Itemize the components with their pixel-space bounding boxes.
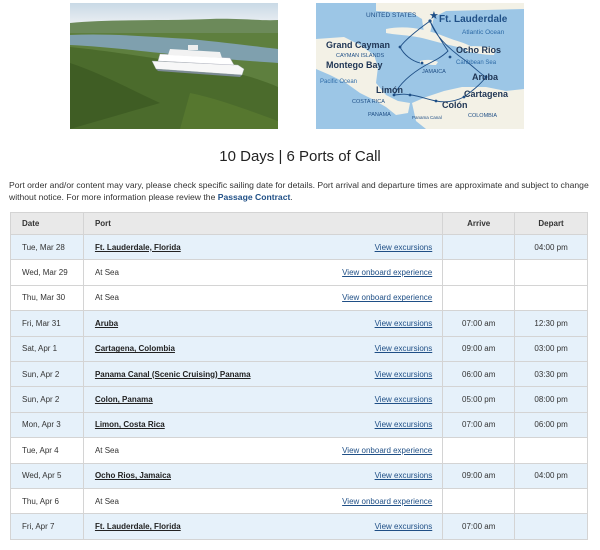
row-depart: 06:00 pm (515, 412, 588, 437)
map-label-grand-cayman: Grand Cayman (326, 40, 391, 50)
port-link[interactable]: Ft. Lauderdale, Florida (94, 242, 181, 252)
map-label-cayman-islands: CAYMAN ISLANDS (336, 53, 385, 59)
row-arrive: 09:00 am (443, 336, 515, 361)
view-onboard-experience-link[interactable]: View onboard experience (342, 293, 433, 303)
row-depart: 03:30 pm (515, 361, 588, 386)
map-label-panama-canal: Panama Canal (412, 115, 442, 120)
map-label-aruba: Aruba (472, 72, 499, 82)
notice-text: Port order and/or content may vary, please check specific sailing date for details. Port arrival and departure times are approximate and subject to change without notice. For more information please review the (9, 180, 589, 202)
table-row (11, 387, 588, 412)
port-link[interactable]: Ft. Lauderdale, Florida (94, 521, 181, 531)
row-date: Fri, Mar 31 (11, 311, 84, 336)
map-label-costa-rica: COSTA RICA (352, 99, 385, 105)
row-depart: 04:00 pm (515, 463, 588, 488)
map-label-panama: PANAMA (368, 112, 391, 118)
map-label-caribbean: Caribbean Sea (456, 60, 497, 66)
passage-contract-link[interactable]: Passage Contract (217, 192, 291, 202)
row-port-cell (83, 361, 442, 386)
map-star-icon: ★ (429, 10, 439, 22)
row-arrive (443, 260, 515, 285)
port-name: At Sea (94, 293, 119, 303)
row-date: Wed, Mar 29 (11, 260, 84, 285)
map-label-ftl: Ft. Lauderdale (439, 14, 508, 25)
view-onboard-experience-link[interactable]: View onboard experience (342, 445, 433, 455)
row-depart (515, 488, 588, 513)
row-date: Fri, Apr 7 (11, 514, 84, 539)
row-arrive (443, 488, 515, 513)
row-depart: 12:30 pm (515, 311, 588, 336)
map-label-montego: Montego Bay (326, 60, 383, 70)
table-row (11, 235, 588, 260)
view-excursions-link[interactable]: View excursions (374, 420, 433, 430)
table-row (11, 514, 588, 539)
itinerary-headline: 10 Days | 6 Ports of Call (219, 148, 381, 165)
map-label-jamaica: JAMAICA (422, 69, 446, 75)
row-port-cell (83, 260, 442, 285)
view-onboard-experience-link[interactable]: View onboard experience (342, 268, 433, 278)
port-link[interactable]: Ocho Rios, Jamaica (94, 471, 171, 481)
row-arrive (443, 285, 515, 310)
route-map-graphic (316, 3, 524, 129)
itinerary-table (10, 212, 588, 540)
row-port-cell (83, 235, 442, 260)
port-link[interactable]: Limon, Costa Rica (94, 420, 165, 430)
row-depart: 08:00 pm (515, 387, 588, 412)
view-excursions-link[interactable]: View excursions (374, 318, 433, 328)
map-label-colombia: COLOMBIA (468, 113, 498, 119)
map-label-cartagena: Cartagena (464, 89, 509, 99)
row-date: Sun, Apr 2 (11, 361, 84, 386)
row-arrive: 07:00 am (443, 311, 515, 336)
port-link[interactable]: Colon, Panama (94, 395, 153, 405)
itinerary-map (316, 3, 524, 129)
table-row (11, 311, 588, 336)
row-port-cell (83, 285, 442, 310)
port-link[interactable]: Aruba (94, 318, 119, 328)
row-date: Thu, Mar 30 (11, 285, 84, 310)
map-label-us: UNITED STATES (366, 12, 417, 19)
map-label-colon: Colón (442, 100, 468, 110)
map-label-limon: Limón (376, 85, 403, 95)
row-port-cell (83, 514, 442, 539)
row-date: Wed, Apr 5 (11, 463, 84, 488)
ship-photo-illustration (70, 3, 278, 129)
row-port-cell (83, 463, 442, 488)
col-header-date: Date (11, 213, 84, 235)
row-port-cell (83, 311, 442, 336)
row-arrive: 07:00 am (443, 412, 515, 437)
view-excursions-link[interactable]: View excursions (374, 395, 433, 405)
row-port-cell (83, 412, 442, 437)
col-header-port: Port (83, 213, 442, 235)
row-arrive (443, 438, 515, 463)
row-date: Thu, Apr 6 (11, 488, 84, 513)
table-row (11, 463, 588, 488)
row-depart: 03:00 pm (515, 336, 588, 361)
table-header-row (11, 213, 588, 235)
col-header-depart: Depart (515, 213, 588, 235)
table-row (11, 438, 588, 463)
notice-end: . (290, 192, 293, 202)
table-row (11, 412, 588, 437)
row-arrive: 05:00 pm (443, 387, 515, 412)
port-name: At Sea (94, 445, 119, 455)
col-header-arrive: Arrive (443, 213, 515, 235)
view-excursions-link[interactable]: View excursions (374, 344, 433, 354)
itinerary-rows (11, 235, 588, 540)
table-row (11, 361, 588, 386)
row-port-cell (83, 438, 442, 463)
row-depart (515, 514, 588, 539)
row-arrive: 09:00 am (443, 463, 515, 488)
table-row (11, 488, 588, 513)
row-port-cell (83, 387, 442, 412)
row-arrive: 07:00 am (443, 514, 515, 539)
itinerary-notice (9, 179, 589, 203)
cruise-ship-photo (70, 3, 278, 129)
row-date: Tue, Apr 4 (11, 438, 84, 463)
port-name: At Sea (94, 268, 119, 278)
row-date: Mon, Apr 3 (11, 412, 84, 437)
row-port-cell (83, 336, 442, 361)
row-depart: 04:00 pm (515, 235, 588, 260)
row-depart (515, 285, 588, 310)
table-row (11, 285, 588, 310)
port-link[interactable]: Cartagena, Colombia (94, 344, 175, 354)
view-excursions-link[interactable]: View excursions (374, 471, 433, 481)
row-arrive (443, 235, 515, 260)
view-excursions-link[interactable]: View excursions (374, 369, 433, 379)
table-row (11, 260, 588, 285)
row-port-cell (83, 488, 442, 513)
row-depart (515, 260, 588, 285)
row-date: Tue, Mar 28 (11, 235, 84, 260)
view-excursions-link[interactable]: View excursions (374, 242, 433, 252)
row-depart (515, 438, 588, 463)
port-name: At Sea (94, 496, 119, 506)
map-label-atlantic: Atlantic Ocean (462, 29, 505, 36)
view-excursions-link[interactable]: View excursions (374, 521, 433, 531)
port-link[interactable]: Panama Canal (Scenic Cruising) Panama (94, 369, 251, 379)
map-label-ocho-rios: Ocho Rios (456, 45, 502, 55)
row-arrive: 06:00 am (443, 361, 515, 386)
view-onboard-experience-link[interactable]: View onboard experience (342, 496, 433, 506)
row-date: Sun, Apr 2 (11, 387, 84, 412)
row-date: Sat, Apr 1 (11, 336, 84, 361)
map-label-pacific: Pacific Ocean (320, 79, 358, 85)
table-row (11, 336, 588, 361)
